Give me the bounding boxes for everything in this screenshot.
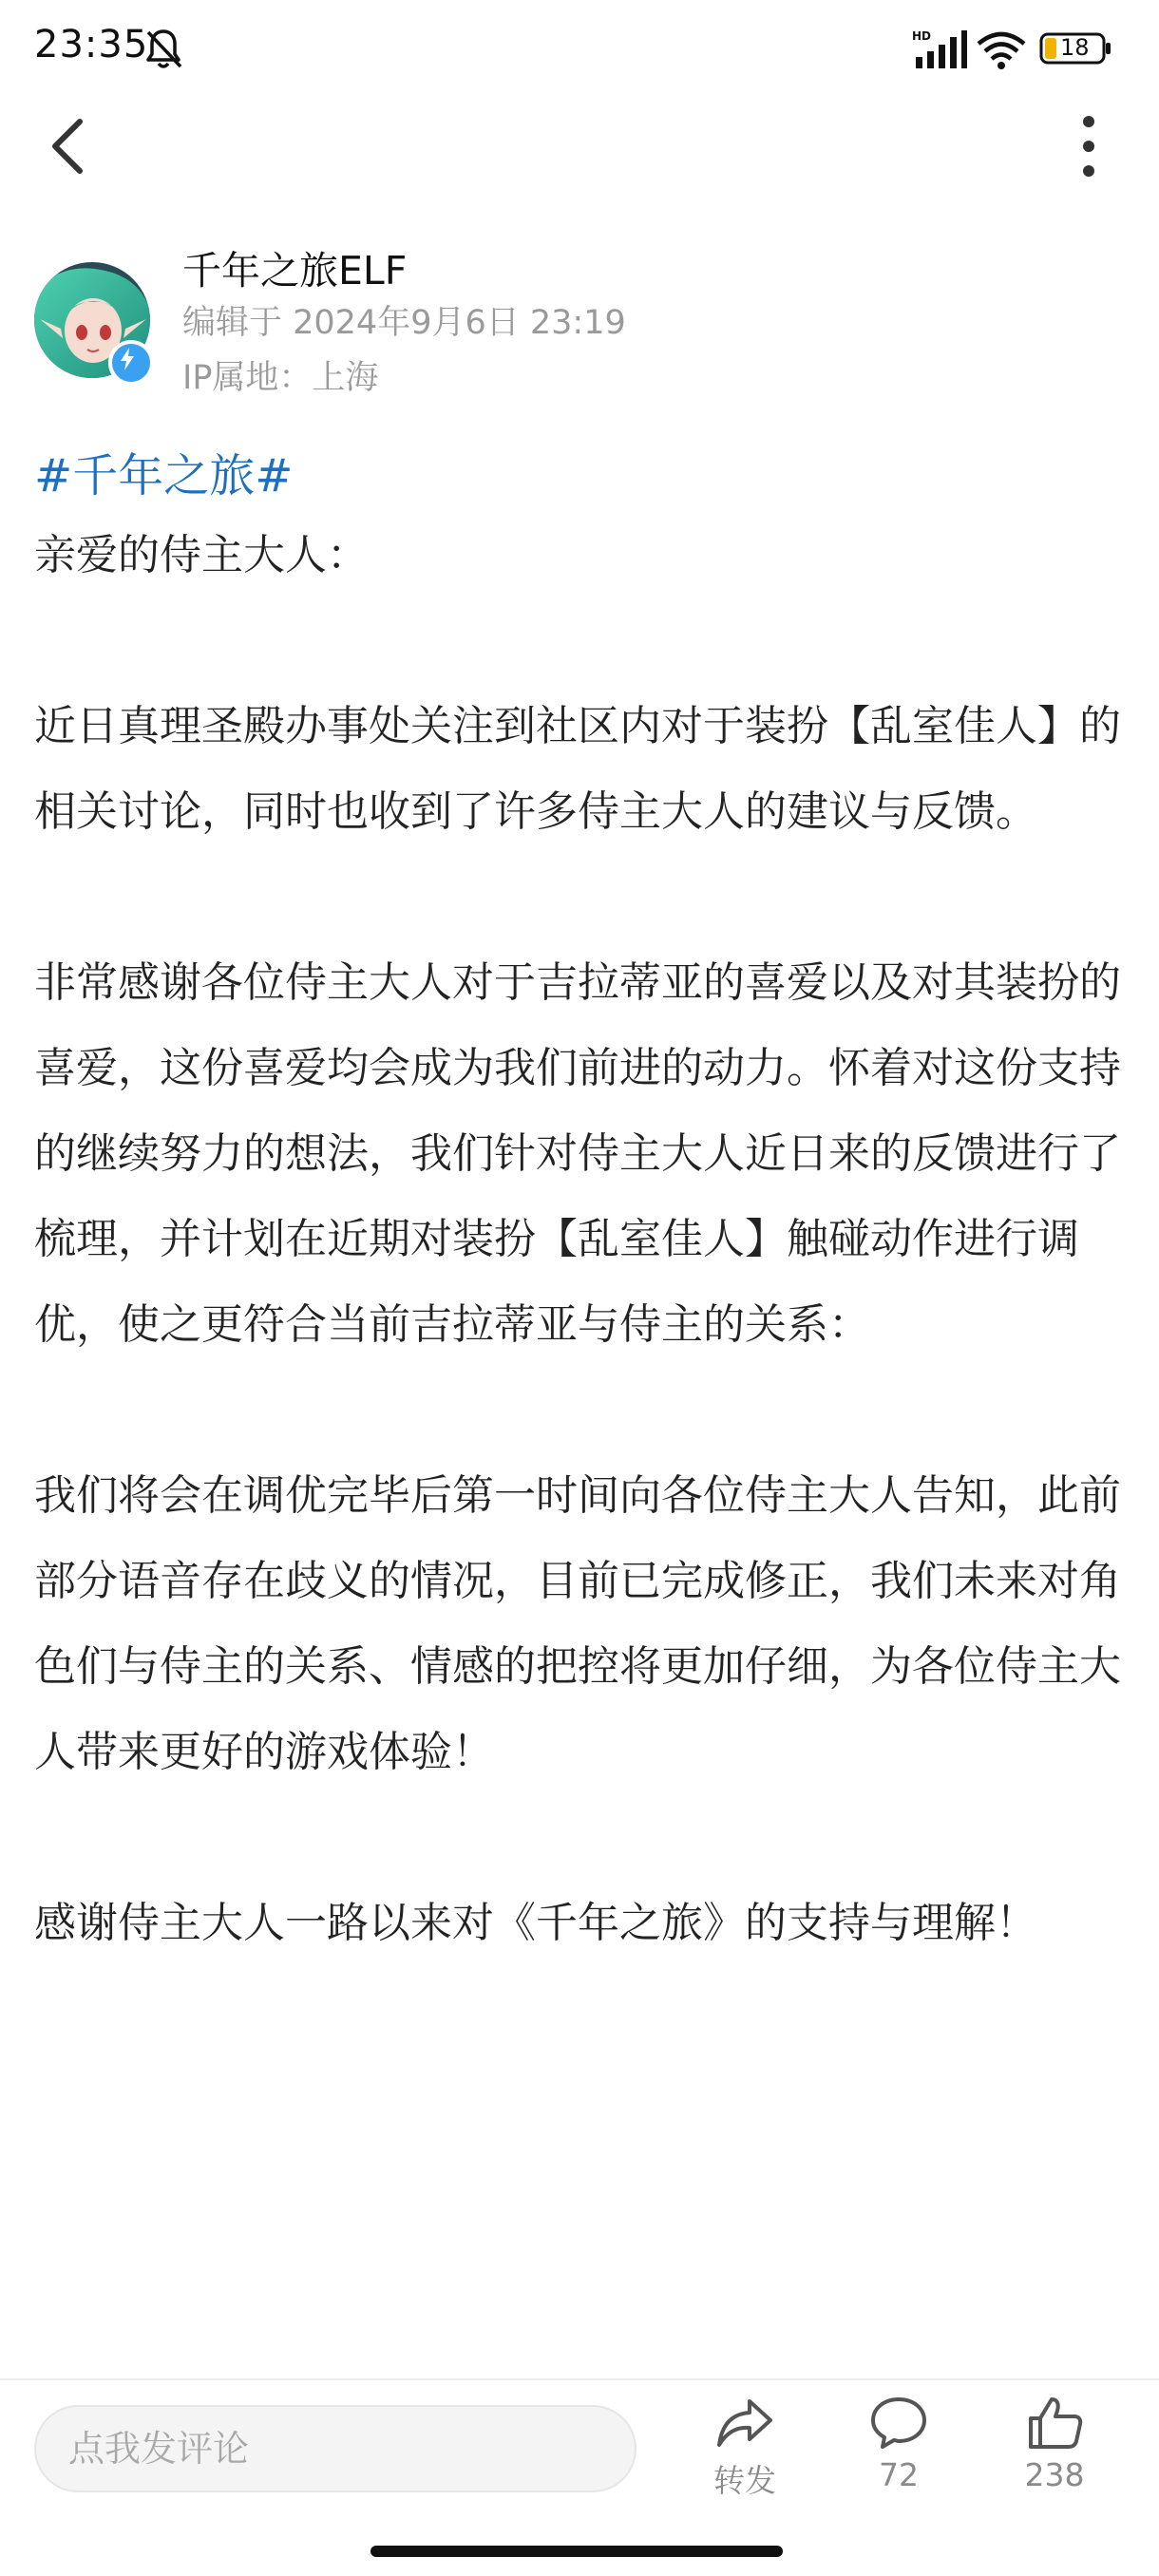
hd-signal-icon (912, 28, 967, 70)
verified-badge-icon (108, 340, 154, 386)
comment-count: 72 (879, 2456, 919, 2493)
ip-location: IP属地：上海 (182, 359, 379, 397)
battery-level: 18 (1060, 34, 1090, 61)
svg-text:HD: HD (912, 29, 932, 43)
bottom-divider (0, 2378, 1159, 2380)
status-time: 23:35 (34, 23, 149, 66)
comment-button[interactable] (842, 2396, 956, 2517)
like-button[interactable] (998, 2396, 1112, 2517)
wifi-icon (977, 28, 1026, 70)
article-paragraph: 亲爱的侍主大人： (34, 531, 369, 579)
author-name[interactable]: 千年之旅ELF (182, 248, 408, 294)
article-paragraph: 感谢侍主大人一路以来对《千年之旅》的支持与理解！ (34, 1899, 1037, 1947)
more-vertical-icon[interactable] (1068, 110, 1110, 182)
comment-input[interactable]: 点我发评论 (34, 2405, 636, 2492)
chevron-left-icon[interactable] (44, 110, 91, 182)
share-button[interactable] (688, 2396, 802, 2517)
like-count: 238 (1024, 2456, 1085, 2493)
comment-icon (869, 2396, 928, 2451)
article-body (34, 513, 1125, 2052)
share-icon (715, 2396, 774, 2451)
article-paragraph: 近日真理圣殿办事处关注到社区内对于装扮【乱室佳人】的相关讨论，同时也收到了许多侍主大人的建议与反馈。 (34, 702, 1121, 836)
article-paragraph: 我们将会在调优完毕后第一时间向各位侍主大人告知，此前部分语音存在歧义的情况，目前已完成修正，我们未来对角色们与侍主的关系、情感的把控将更加仔细，为各位侍主大人带来更好的游戏体验！ (34, 1471, 1121, 1776)
topic-tag[interactable]: #千年之旅# (34, 449, 294, 502)
share-label: 转发 (713, 2462, 776, 2499)
thumbs-up-icon (1025, 2396, 1084, 2451)
status-bar (0, 0, 1159, 104)
article-paragraph: 非常感谢各位侍主大人对于吉拉蒂亚的喜爱以及对其装扮的喜爱，这份喜爱均会成为我们前进的动力。怀着对这份支持的继续努力的想法，我们针对侍主大人近日来的反馈进行了梳理，并计划在近期对装扮【乱室佳人】触碰动作进行调优，使之更符合当前吉拉蒂亚与侍主的关系： (34, 958, 1121, 1349)
home-indicator[interactable] (370, 2546, 783, 2557)
edit-timestamp: 编辑于 2024年9月6日 23:19 (182, 304, 626, 342)
battery-icon (1039, 32, 1113, 65)
bell-off-icon (142, 27, 184, 72)
